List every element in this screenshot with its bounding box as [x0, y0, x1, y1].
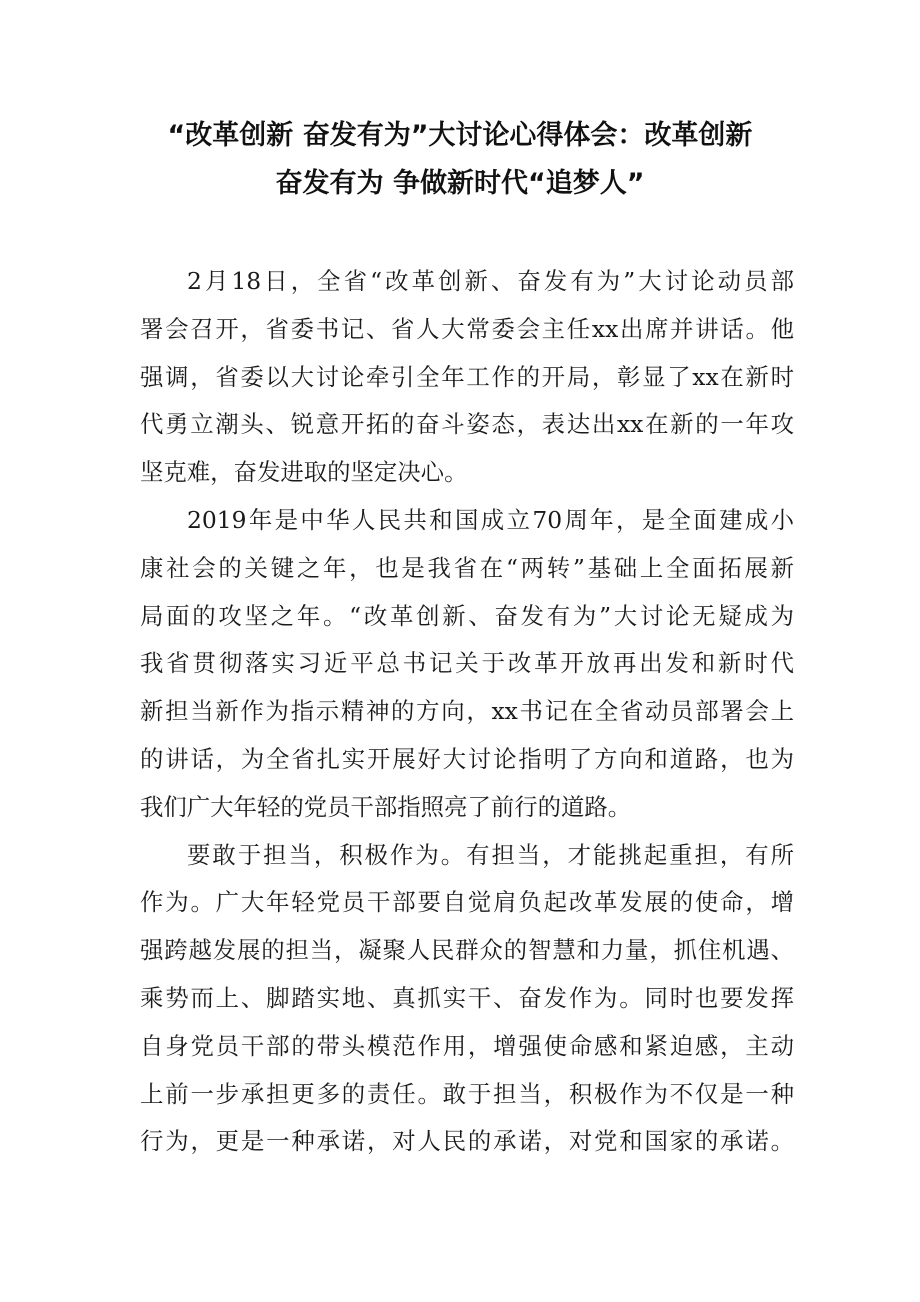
text-line: 行为，更是一种承诺，对人民的承诺，对党和国家的承诺。	[140, 1127, 794, 1156]
text-line: 代勇立潮头、锐意开拓的奋斗姿态，表达出xx在新的一年攻	[140, 410, 794, 439]
text-line: 坚克难，奋发进取的坚定决心。	[140, 458, 468, 487]
text-line: 局面的攻坚之年。“改革创新、奋发有为”大讨论无疑成为	[140, 601, 794, 630]
title-line-2: 奋发有为 争做新时代“追梦人”	[275, 168, 645, 199]
text-line: 我们广大年轻的党员干部指照亮了前行的道路。	[140, 792, 632, 821]
text-line: 作为。广大年轻党员干部要自觉肩负起改革发展的使命，增	[140, 888, 794, 917]
text-line: 强调，省委以大讨论牵引全年工作的开局，彰显了xx在新时	[140, 362, 794, 391]
paragraph-1	[140, 258, 794, 497]
text-line: 2019年是中华人民共和国成立70周年，是全面建成小	[187, 505, 794, 534]
text-line: 署会召开，省委书记、省人大常委会主任xx出席并讲话。他	[140, 314, 794, 343]
text-line: 新担当新作为指示精神的方向，xx书记在全省动员部署会上	[140, 697, 794, 726]
text-line: 强跨越发展的担当，凝聚人民群众的智慧和力量，抓住机遇、	[140, 936, 794, 965]
text-line: 2月18日，全省“改革创新、奋发有为”大讨论动员部	[187, 267, 794, 295]
text-line: 我省贯彻落实习近平总书记关于改革开放再出发和新时代	[140, 649, 794, 678]
text-line: 康社会的关键之年，也是我省在“两转”基础上全面拓展新	[140, 553, 794, 582]
text-line: 上前一步承担更多的责任。敢于担当，积极作为不仅是一种	[140, 1079, 794, 1108]
document-title	[130, 112, 790, 208]
paragraph-2	[140, 497, 794, 832]
text-line: 自身党员干部的带头模范作用，增强使命感和紧迫感，主动	[140, 1031, 794, 1060]
document-body	[140, 258, 794, 1166]
paragraph-3	[140, 832, 794, 1167]
text-line: 乘势而上、脚踏实地、真抓实干、奋发作为。同时也要发挥	[140, 983, 794, 1012]
text-line: 的讲话，为全省扎实开展好大讨论指明了方向和道路，也为	[140, 744, 794, 773]
text-line: 要敢于担当，积极作为。有担当，才能挑起重担，有所	[187, 840, 794, 869]
title-line-1: “改革创新 奋发有为”大讨论心得体会：改革创新	[167, 120, 753, 151]
